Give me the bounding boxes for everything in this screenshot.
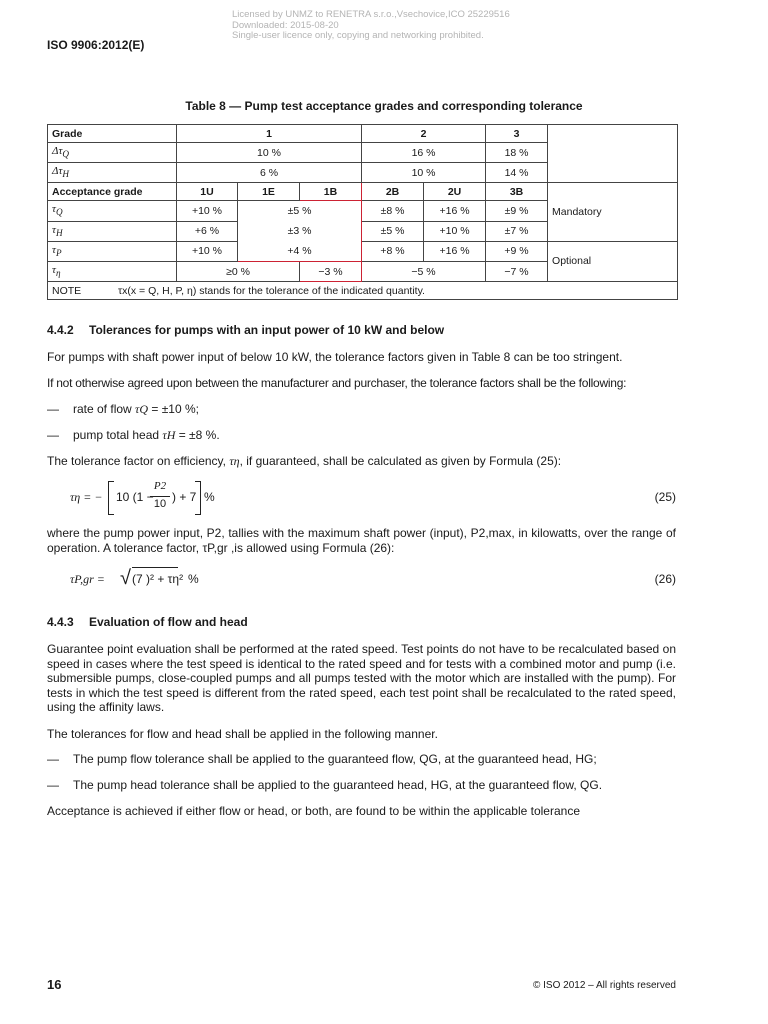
table-row — [48, 183, 678, 201]
grade-2-cell: 2 — [362, 125, 486, 143]
formula-26 — [70, 567, 676, 593]
tau-p-symbol: $\tau_P$ — [48, 241, 177, 261]
formula-term: ) + 7 — [172, 490, 197, 504]
list-item-text: The pump flow tolerance shall be applied to the guaranteed flow, QG, at the guaranteed head, HG; — [73, 752, 597, 766]
paragraph: Acceptance is achieved if either flow or head, or both, are found to be within the applicable tolerance — [47, 804, 580, 818]
section-title: Evaluation of flow and head — [89, 615, 248, 629]
square-root-icon: √ — [120, 567, 131, 589]
table-cell: 6 % — [177, 163, 362, 183]
acceptance-grade-2u: 2U — [424, 183, 486, 201]
grade-label: Grade — [48, 125, 177, 143]
paragraph: The tolerance factor on efficiency, τη, if guaranteed, shall be calculated as given by Formula (25): — [47, 454, 562, 468]
tau-eta-symbol: $\tau_\eta$ — [48, 261, 177, 281]
table-row — [48, 241, 678, 261]
acceptance-grades-table — [47, 124, 678, 300]
tau-h-symbol: $\tau_H$ — [48, 221, 177, 241]
paragraph: For pumps with shaft power input of below 10 kW, the tolerance factors given in Table 8 can be too stringent. — [47, 350, 623, 364]
dash-bullet: — — [47, 428, 59, 442]
copyright-notice: © ISO 2012 – All rights reserved — [533, 980, 676, 991]
section-4-4-2-heading — [47, 323, 444, 337]
table-cell: 18 % — [486, 143, 548, 163]
dash-bullet: — — [47, 402, 59, 416]
table-cell: 10 % — [362, 163, 486, 183]
formula-radicand: (7 )² + τη² — [132, 572, 184, 586]
list-item-text: The pump head tolerance shall be applied to the guaranteed head, HG, at the guaranteed flow, QG. — [73, 778, 603, 792]
fraction-denominator: 10 — [153, 498, 167, 510]
acceptance-grade-1b: 1B — [300, 183, 362, 201]
table-cell: +10 % — [424, 221, 486, 241]
formula-number: (26) — [654, 572, 676, 586]
table-cell: +4 % — [238, 241, 362, 261]
table-cell: −5 % — [362, 261, 486, 281]
licence-watermark-line: Licensed by UNMZ to RENETRA s.r.o.,Vsechovice,ICO 25229516 — [232, 9, 510, 20]
formula-unit: % — [188, 572, 199, 586]
licence-restriction-watermark: Single-user licence only, copying and networking prohibited. — [232, 30, 484, 41]
formula-term: 10 (1 − — [116, 490, 154, 504]
table-cell: ±7 % — [486, 221, 548, 241]
table-cell: ±3 % — [238, 221, 362, 241]
paragraph: where the pump power input, P2, tallies with the maximum shaft power (input), P2,max, in kilowatts, over the range of operation. A tolerance factor, τP,gr ,is allowed using Formula (26): — [47, 526, 676, 555]
table-row — [48, 125, 678, 143]
list-item-text: pump total head τH = ±8 %. — [73, 428, 220, 442]
table-cell: −3 % — [300, 261, 362, 281]
page-number: 16 — [47, 977, 62, 992]
table-cell: +10 % — [177, 201, 238, 221]
tau-q-symbol: $\tau_Q$ — [48, 201, 177, 221]
acceptance-grade-1e: 1E — [238, 183, 300, 201]
table-row — [48, 282, 678, 300]
acceptance-grade-2b: 2B — [362, 183, 424, 201]
table-cell: ±9 % — [486, 201, 548, 221]
section-number: 4.4.3 — [47, 615, 74, 629]
paragraph: If not otherwise agreed upon between the manufacturer and purchaser, the tolerance factors shall be the following: — [47, 376, 627, 390]
dash-bullet: — — [47, 752, 59, 766]
formula-25 — [70, 481, 676, 517]
note-text: τx(x = Q, H, P, η) stands for the tolerance of the indicated quantity. — [118, 284, 425, 297]
mandatory-label: Mandatory — [548, 183, 678, 241]
section-title: Tolerances for pumps with an input power of 10 kW and below — [89, 323, 445, 337]
table-cell: ±5 % — [238, 201, 362, 221]
table-cell: ±5 % — [362, 221, 424, 241]
fraction-numerator: P2 — [153, 480, 167, 492]
table-cell: −7 % — [486, 261, 548, 281]
formula-fraction — [150, 480, 170, 514]
standard-header: ISO 9906:2012(E) — [47, 38, 145, 52]
formula-lhs: τP,gr = — [70, 572, 105, 586]
note-label: NOTE — [52, 284, 82, 297]
download-date-watermark: Downloaded: 2015-08-20 — [232, 20, 339, 31]
paragraph: Guarantee point evaluation shall be performed at the rated speed. Test points do not have to be recalculated based on speed in cases where the test speed is identical to the rated speed and for tests with a combined motor and pump (i.e. submersible pumps, close-coupled pumps and all pumps tested with the motor which are installed with the pump). For tests in which the test speed is different from the rated speed, each test point shall be recalculated to the rated speed, using the affinity laws. — [47, 642, 676, 714]
table-cell: +9 % — [486, 241, 548, 261]
table-cell: ±8 % — [362, 201, 424, 221]
table-cell: 16 % — [362, 143, 486, 163]
section-4-4-3-heading — [47, 615, 248, 629]
dash-bullet: — — [47, 778, 59, 792]
formula-unit: % — [204, 490, 215, 504]
optional-label: Optional — [548, 241, 678, 281]
grade-1-cell: 1 — [177, 125, 362, 143]
delta-tau-q-symbol: $\Delta\tau_Q$ — [48, 143, 177, 163]
grade-3-cell: 3 — [486, 125, 548, 143]
table-cell: +16 % — [424, 241, 486, 261]
acceptance-grade-1u: 1U — [177, 183, 238, 201]
table-cell: +16 % — [424, 201, 486, 221]
delta-tau-h-symbol: $\Delta\tau_H$ — [48, 163, 177, 183]
table-cell: 10 % — [177, 143, 362, 163]
table-caption: Table 8 — Pump test acceptance grades and corresponding tolerance — [185, 99, 583, 113]
formula-number: (25) — [654, 490, 676, 504]
table-cell: +10 % — [177, 241, 238, 261]
table-note — [48, 282, 678, 300]
list-item-text: rate of flow τQ = ±10 %; — [73, 402, 199, 416]
acceptance-grade-3b: 3B — [486, 183, 548, 201]
table-cell: 14 % — [486, 163, 548, 183]
table-cell: +8 % — [362, 241, 424, 261]
table-cell: +6 % — [177, 221, 238, 241]
section-number: 4.4.2 — [47, 323, 74, 337]
acceptance-grade-label: Acceptance grade — [48, 183, 177, 201]
table-cell: ≥0 % — [177, 261, 300, 281]
paragraph: The tolerances for flow and head shall be applied in the following manner. — [47, 727, 438, 741]
formula-lhs: τη = − — [70, 490, 103, 504]
